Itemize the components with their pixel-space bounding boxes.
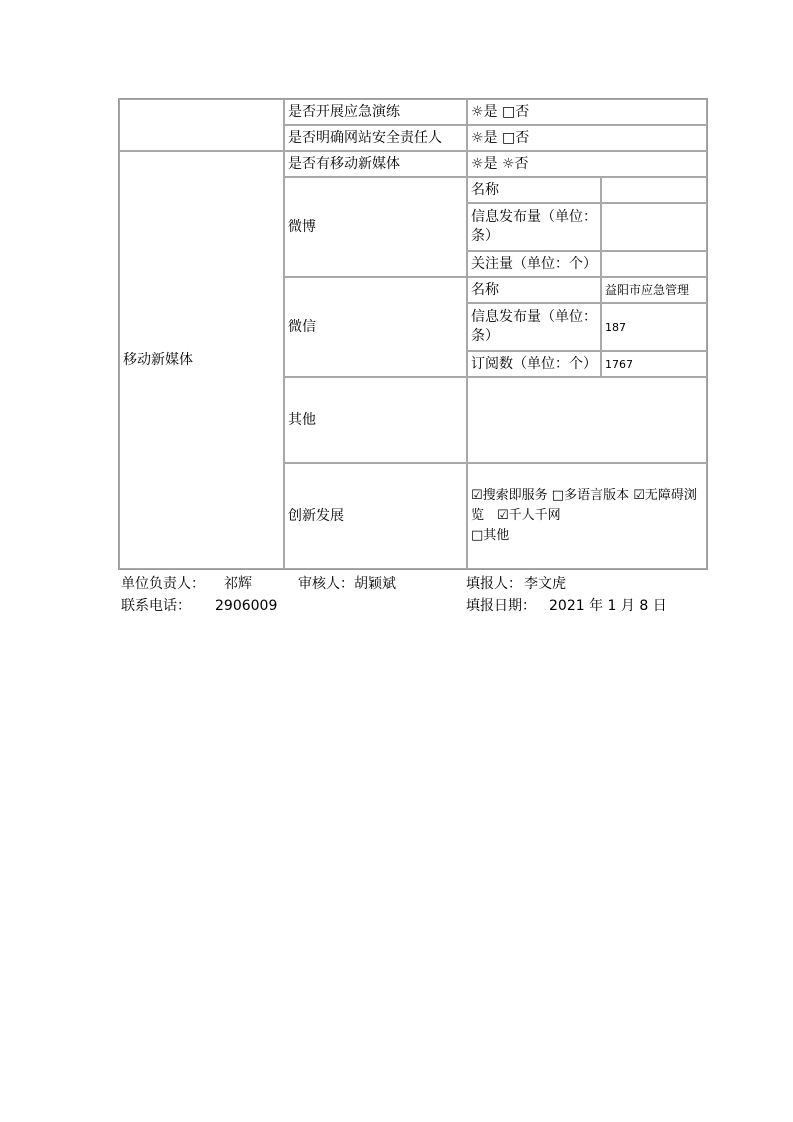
safety-answer[interactable]: ☼是 □否	[467, 125, 707, 151]
footer-line-2	[121, 596, 721, 616]
date-label: 填报日期：	[466, 598, 536, 614]
safety-question: 是否明确网站安全责任人	[284, 125, 467, 151]
drill-answer[interactable]: ☼是 □否	[467, 99, 707, 125]
wechat-subs-value: 1767	[601, 351, 707, 377]
innovation-options-line-2[interactable]: □其他	[471, 528, 510, 543]
wechat-posts-value: 187	[601, 303, 707, 351]
weibo-followers-label: 关注量（单位：个）	[467, 251, 601, 277]
wechat-posts-label: 信息发布量（单位：条）	[467, 303, 601, 351]
innovation-options-line-1[interactable]: ☑搜索即服务 □多语言版本 ☑无障碍浏览 ☑千人千网	[471, 488, 697, 523]
reviewer-name: 胡颖斌	[354, 576, 396, 592]
phone-value: 2906009	[215, 598, 278, 614]
mobile-question: 是否有移动新媒体	[284, 151, 467, 177]
weibo-name-label: 名称	[467, 177, 601, 203]
filler-label: 填报人：	[466, 576, 522, 592]
wechat-name-value: 益阳市应急管理	[601, 277, 707, 303]
wechat-subs-label: 订阅数（单位：个）	[467, 351, 601, 377]
filler-name: 李文虎	[524, 576, 566, 592]
other-value	[467, 377, 707, 463]
innovation-label: 创新发展	[284, 463, 467, 569]
weibo-followers-value	[601, 251, 707, 277]
wechat-label: 微信	[284, 277, 467, 377]
phone-label: 联系电话：	[121, 598, 191, 614]
report-table-container	[118, 98, 706, 574]
report-table	[118, 98, 708, 570]
innovation-options	[467, 463, 707, 569]
reviewer-label: 审核人：	[298, 576, 354, 592]
wechat-name-label: 名称	[467, 277, 601, 303]
footer-line-1	[121, 574, 721, 594]
weibo-label: 微博	[284, 177, 467, 277]
date-value: 2021 年 1 月 8 日	[549, 598, 667, 614]
weibo-posts-value	[601, 203, 707, 251]
unit-head-label: 单位负责人：	[121, 576, 205, 592]
weibo-posts-label: 信息发布量（单位：条）	[467, 203, 601, 251]
other-label: 其他	[284, 377, 467, 463]
unit-head-name: 祁辉	[224, 576, 252, 592]
mobile-section-label: 移动新媒体	[119, 151, 284, 569]
empty-section-cell	[119, 99, 284, 151]
drill-question: 是否开展应急演练	[284, 99, 467, 125]
mobile-answer[interactable]: ☼是 ☼否	[467, 151, 707, 177]
weibo-name-value	[601, 177, 707, 203]
